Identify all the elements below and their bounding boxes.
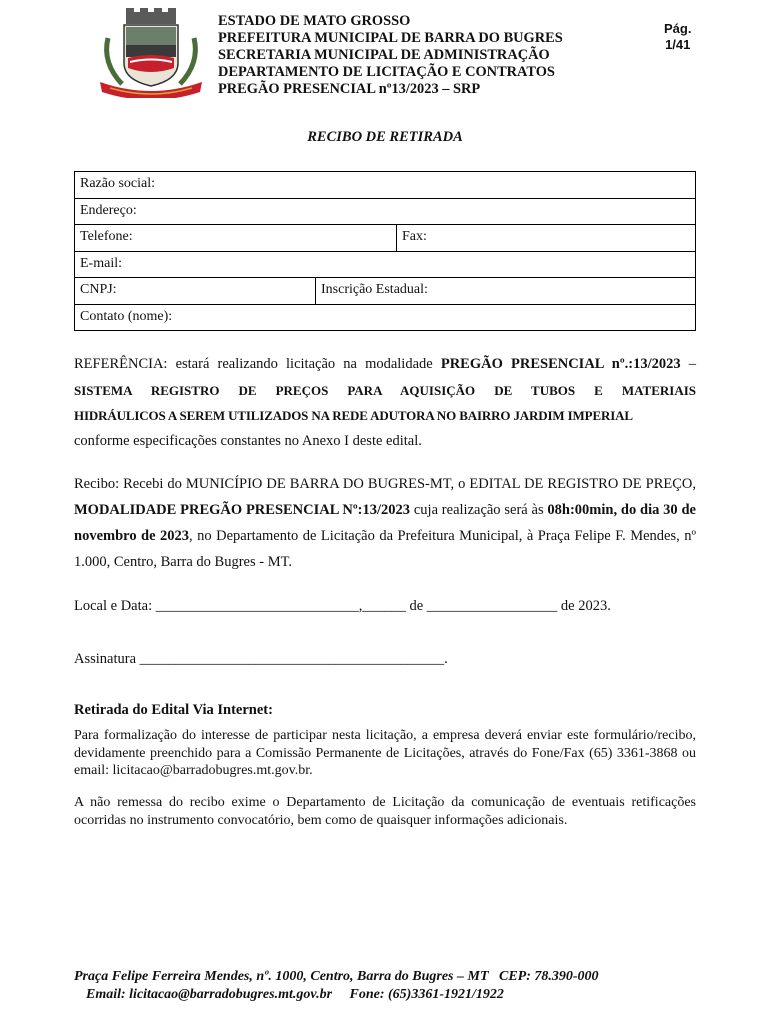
document-header <box>218 13 563 98</box>
recibo-text-2: cuja realização será às <box>410 502 548 518</box>
form-row-telefone <box>75 225 695 252</box>
retirada-paragraph-2: A não remessa do recibo exime o Departamento de Licitação da comunicação de eventuais retificações ocorridas no instrumento convocatório, bem como de quaisquer informações adicionais. <box>74 795 696 828</box>
header-line-secretaria: SECRETARIA MUNICIPAL DE ADMINISTRAÇÃO <box>218 46 550 63</box>
form-row-razao <box>75 172 695 199</box>
header-line-pregao: PREGÃO PRESENCIAL nº13/2023 – SRP <box>218 80 481 97</box>
form-row-endereco <box>75 199 695 226</box>
referencia-pregao: PREGÃO PRESENCIAL nº.:13/2023 <box>440 356 681 372</box>
telefone-field[interactable]: Telefone: <box>75 225 397 251</box>
document-title: RECIBO DE RETIRADA <box>307 129 463 145</box>
retirada-paragraph-1: Para formalização do interesse de participar nesta licitação, a empresa deverá enviar este formulário/recibo, devidamente preenchido para a Comissão Permanente de Licitações, através do Fone/Fax (65) 3361-3868 ou email: licitacao@barradobugres.mt.gov.br. <box>74 728 696 778</box>
receipt-form <box>74 171 696 331</box>
assinatura-line[interactable]: Assinatura __________________________________________. <box>74 651 448 667</box>
recibo-text-3: , no Departamento de Licitação da Prefeitura Municipal, à Praça Felipe F. Mendes, nº 1.000, Centro, Barra do Bugres - MT. <box>74 528 696 570</box>
page-indicator <box>664 21 691 53</box>
razao-social-field[interactable]: Razão social: <box>80 176 156 191</box>
header-line-departamento: DEPARTAMENTO DE LICITAÇÃO E CONTRATOS <box>218 63 555 80</box>
recibo-text-1: Recibo: Recebi do MUNICÍPIO DE BARRA DO BUGRES-MT, o EDITAL DE REGISTRO DE PREÇO, <box>74 476 696 492</box>
referencia-intro: REFERÊNCIA: estará realizando licitação na modalidade <box>74 356 441 372</box>
header-line-prefeitura: PREFEITURA MUNICIPAL DE BARRA DO BUGRES <box>218 29 563 46</box>
referencia-tail: conforme especificações constantes no Anexo I deste edital. <box>74 432 422 449</box>
referencia-object-line1: SISTEMA REGISTRO DE PREÇOS PARA AQUISIÇÃO DE TUBOS E MATERIAIS <box>74 382 696 398</box>
footer-address: Praça Felipe Ferreira Mendes, nº. 1000, Centro, Barra do Bugres – MT CEP: 78.390-000 <box>74 969 599 984</box>
fax-field[interactable]: Fax: <box>402 229 427 244</box>
footer-contact: Email: licitacao@barradobugres.mt.gov.br Fone: (65)3361-1921/1922 <box>86 986 504 1002</box>
recibo-modalidade: MODALIDADE PREGÃO PRESENCIAL Nº:13/2023 <box>74 502 411 518</box>
retirada-title: Retirada do Edital Via Internet: <box>74 702 273 718</box>
form-row-cnpj <box>75 278 695 305</box>
cnpj-field[interactable]: CNPJ: <box>75 278 316 304</box>
coat-of-arms-logo <box>96 8 206 98</box>
email-field[interactable]: E-mail: <box>80 255 122 271</box>
endereco-field[interactable]: Endereço: <box>80 202 137 218</box>
page-footer <box>74 968 599 1003</box>
referencia-object-line2: HIDRÁULICOS A SEREM UTILIZADOS NA REDE ADUTORA NO BAIRRO JARDIM IMPERIAL <box>74 408 633 423</box>
header-line-state: ESTADO DE MATO GROSSO <box>218 13 411 29</box>
referencia-dash: – <box>680 356 697 372</box>
inscricao-estadual-field[interactable]: Inscrição Estadual: <box>321 282 428 297</box>
page-label: Pág. <box>664 21 692 36</box>
municipal-coat-of-arms-icon <box>96 8 206 98</box>
recibo-date-time: 08h:00min, do dia 30 de novembro de 2023 <box>74 502 696 544</box>
contato-field[interactable]: Contato (nome): <box>80 308 173 324</box>
page-number: 1/41 <box>665 37 691 52</box>
form-row-email <box>75 252 695 279</box>
recibo-paragraph <box>74 471 696 575</box>
local-data-line[interactable]: Local e Data: ____________________________,______ de __________________ de 2023. <box>74 598 611 614</box>
referencia-paragraph <box>74 352 696 454</box>
form-row-contato <box>75 305 695 331</box>
